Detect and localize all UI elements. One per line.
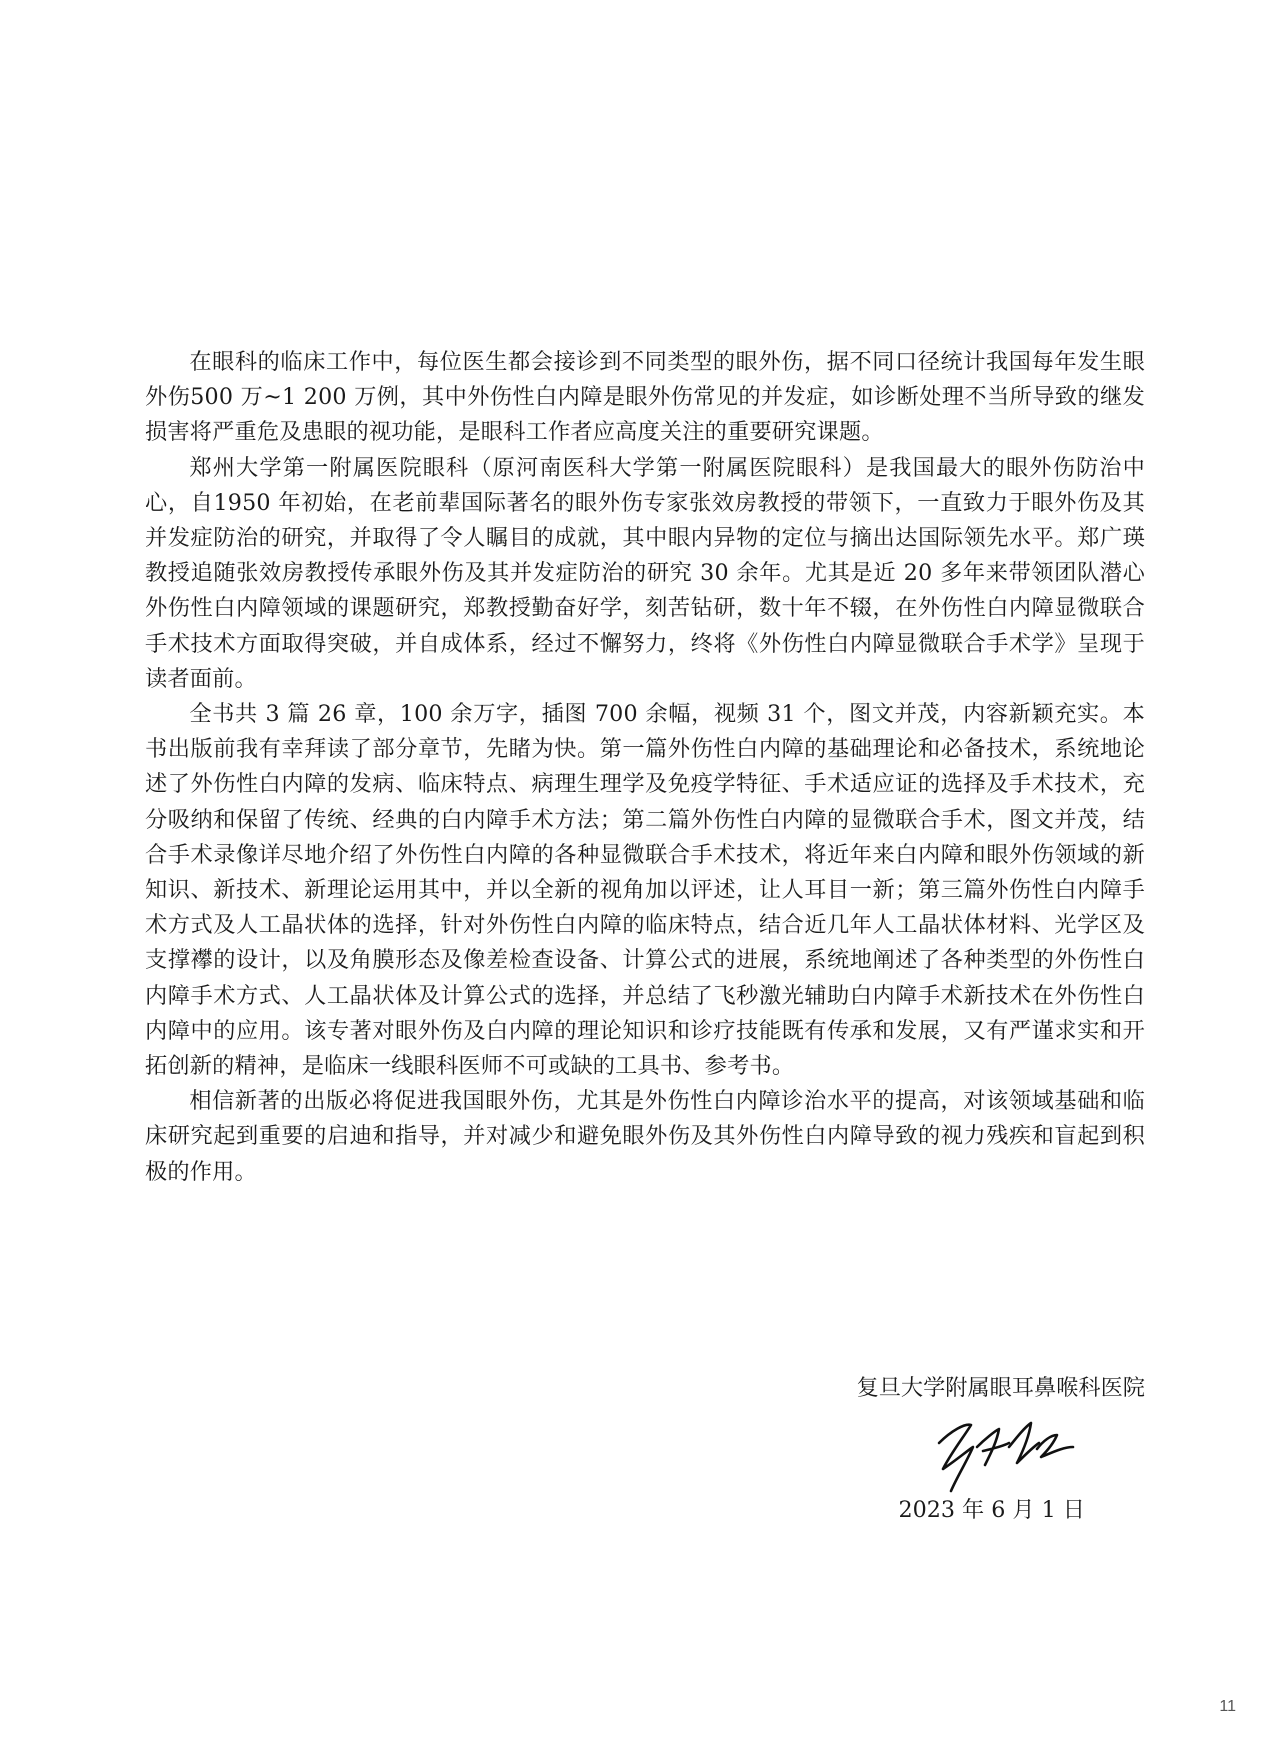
paragraph-4: 相信新著的出版必将促进我国眼外伤，尤其是外伤性白内障诊治水平的提高，对该领域基础和临床研究起到重要的启迪和指导，并对减少和避免眼外伤及其外伤性白内障导致的视力残疾和盲起到积极的作用。	[145, 1088, 1145, 1185]
author-affiliation: 复旦大学附属眼耳鼻喉科医院	[856, 1375, 1145, 1401]
paragraph-1: 在眼科的临床工作中，每位医生都会接诊到不同类型的眼外伤，据不同口径统计我国每年发生眼外伤500 万~1 200 万例，其中外伤性白内障是眼外伤常见的并发症，如诊断处理不当所导致的继发损害将严重危及患眼的视功能，是眼科工作者应高度关注的重要研究课题。	[145, 349, 1145, 446]
paragraph-2: 郑州大学第一附属医院眼科（原河南医科大学第一附属医院眼科）是我国最大的眼外伤防治中心，自1950 年初始，在老前辈国际著名的眼外伤专家张效房教授的带领下，一直致力于眼外伤及其并发症防治的研究，并取得了令人瞩目的成就，其中眼内异物的定位与摘出达国际领先水平。郑广瑛教授追随张效房教授传承眼外伤及其并发症防治的研究 30 余年。尤其是近 20 多年来带领团队潜心外伤性白内障领域的课题研究，郑教授勤奋好学，刻苦钻研，数十年不辍，在外伤性白内障显微联合手术技术方面取得突破，并自成体系，经过不懈努力，终将《外伤性白内障显微联合手术学》呈现于读者面前。	[145, 454, 1145, 692]
handwritten-signature	[925, 1413, 1085, 1497]
preface-body	[145, 345, 1145, 1190]
paragraph-3: 全书共 3 篇 26 章，100 余万字，插图 700 余幅，视频 31 个，图文并茂，内容新颖充实。本书出版前我有幸拜读了部分章节，先睹为快。第一篇外伤性白内障的基础理论和必备技术，系统地论述了外伤性白内障的发病、临床特点、病理生理学及免疫学特征、手术适应证的选择及手术技术，充分吸纳和保留了传统、经典的白内障手术方法；第二篇外伤性白内障的显微联合手术，图文并茂，结合手术录像详尽地介绍了外伤性白内障的各种显微联合手术技术，将近年来白内障和眼外伤领域的新知识、新技术、新理论运用其中，并以全新的视角加以评述，让人耳目一新；第三篇外伤性白内障手术方式及人工晶状体的选择，针对外伤性白内障的临床特点，结合近几年人工晶状体材料、光学区及支撑襻的设计，以及角膜形态及像差检查设备、计算公式的进展，系统地阐述了各种类型的外伤性白内障手术方式、人工晶状体及计算公式的选择，并总结了飞秒激光辅助白内障手术新技术在外伤性白内障中的应用。该专著对眼外伤及白内障的理论知识和诊疗技能既有传承和发展，又有严谨求实和开拓创新的精神，是临床一线眼科医师不可或缺的工具书、参考书。	[145, 701, 1145, 1080]
page-number: 11	[1219, 1698, 1236, 1715]
preface-date: 2023 年 6 月 1 日	[898, 1497, 1085, 1523]
